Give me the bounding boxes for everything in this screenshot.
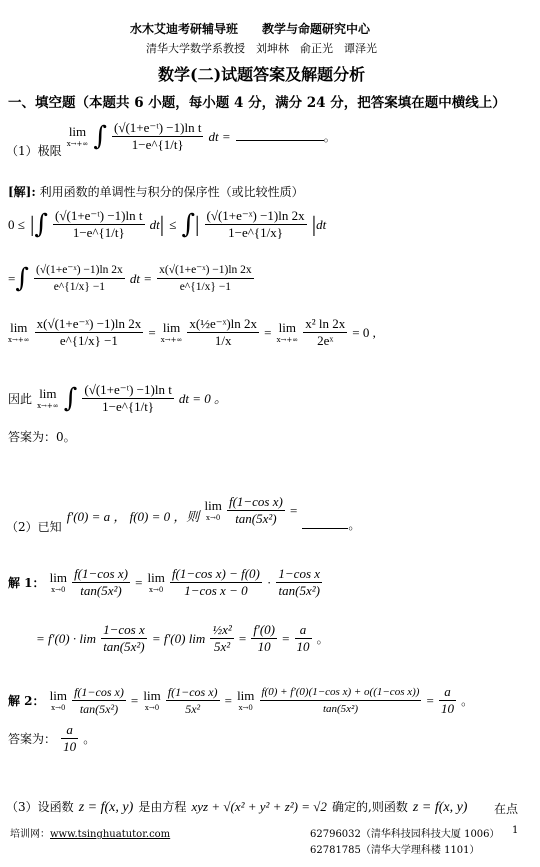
- sol1-hint-line: [8, 183, 304, 200]
- q1-lim: lim x→+∞: [66, 123, 89, 148]
- sol1-hint: 利用函数的单调性与积分的保序性（或比较性质）: [39, 185, 304, 199]
- sol1-therefore: 因此 lim x→+∞ ∫ $\frac{\text{(√(1+e⁻ᵗ) −1)ln t}}{1-e\^{}\{1/t\}}$ dt = 0 。: [8, 382, 228, 414]
- sol2-line1: 解 1： lim x→0 $\frac{\text{f(1−cos x)}}{\text{tan(5x²)}}$ = lim x→0 $\frac{\text{f(1−cos x) − f(0)}}{\text{1−cos x − 0}}$ · $\frac{\text{1−cos x}}{\text{tan(5x²)}}$: [8, 566, 321, 598]
- sol1-l2-frac-a: $\frac{\text{(√(1+e⁻ˣ) −1)ln 2x}}{e\^{}\{1/x\} -1}$: [35, 264, 123, 293]
- footer-site-link[interactable]: www.tsinghuatutor.com: [50, 829, 171, 840]
- footer-phone2: 62781785（清华大学理科楼 1101）: [310, 845, 480, 856]
- q1-end: 。: [323, 130, 336, 144]
- q1-fraction: $\frac{\text{(√(1+e⁻ᵗ) −1)ln t}}{1-e\^{}\{1/t\}}$: [113, 120, 202, 152]
- sol1-line2: =∫ $\frac{\text{(√(1+e⁻ˣ) −1)ln 2x}}{e\^{}\{1/x\} -1}$ dt = $\frac{\text{x(√(1+e⁻ˣ) −1)ln 2x}}{e\^{}\{1/x\} -1}$: [8, 263, 252, 294]
- sol1-l2-frac-b: $\frac{\text{x(√(1+e⁻ˣ) −1)ln 2x}}{e\^{}\{1/x\} -1}$: [159, 264, 252, 293]
- integral-icon: ∫: [34, 209, 48, 240]
- sol1-l3-frac-c: $\frac{\text{x² ln 2x}}{\text{2eˣ}}$: [305, 316, 346, 348]
- sol2-line3: 解 2： lim x→0 $\frac{\text{f(1−cos x)}}{\text{tan(5x²)}}$ = lim x→0 $\frac{\text{f(1−cos x)}}{\text{5x²}}$ = lim x→0 $\frac{\text{f(0) + f′(0)(1−cos x) + o((1−cos x))}}{\text{tan(5x²)}}$ = $\frac{a}{10}$ 。: [8, 684, 474, 716]
- header-line1: 水木艾迪考研辅导班 教学与命题研究中心: [130, 22, 371, 36]
- sol1-l3-frac-b: $\frac{\text{x(½e⁻ˣ)ln 2x}}{1/x}$: [189, 316, 258, 348]
- integral-icon: ∫: [15, 263, 29, 294]
- sol2-label1: 解 1：: [8, 576, 45, 590]
- question-3: （3）设函数 z = f(x, y) 是由方程 xyz + √(x² + y² + z²) = √2 确定的,则函数 z = f(x, y): [6, 799, 468, 815]
- section-heading: 一、填空题（本题共 6 小题，每小题 4 分，满分 24 分，把答案填在题中横线上）: [8, 95, 506, 111]
- q2-fraction: $\frac{\text{f(1−cos x)}}{\text{tan(5x²)}}$: [228, 494, 283, 526]
- sol1-answer: 答案为：0。: [8, 430, 76, 444]
- footer-site: [10, 825, 170, 840]
- integral-icon: ∫: [63, 383, 78, 414]
- sol1-line3: lim x→+∞ $\frac{\text{x(√(1+e⁻ˣ) −1)ln 2x}}{e\^{}\{1/x\} -1}$ = lim x→+∞ $\frac{\text{x(½e⁻ˣ)ln 2x}}{1/x}$ = lim x→+∞ $\frac{\text{x² ln 2x}}{\text{2eˣ}}$ = 0 ,: [8, 316, 376, 348]
- q3-equation: xyz + √(x² + y² + z²) = √2: [191, 799, 327, 814]
- integral-icon: ∫: [93, 121, 107, 152]
- sol1-l1-frac-b: $\frac{\text{(√(1+e⁻ˣ) −1)ln 2x}}{1-e\^{}\{1/x\}}$: [206, 208, 305, 240]
- page-title: 数学(二)试题答案及解题分析: [158, 65, 366, 84]
- footer-site-label: 培训网：: [10, 829, 50, 840]
- q1-prefix: （1）极限: [6, 144, 62, 158]
- sol1-l1-prefix: 0 ≤: [8, 217, 25, 232]
- sol1-l1-frac-a: $\frac{\text{(√(1+e⁻ᵗ) −1)ln t}}{1-e\^{}\{1/t\}}$: [55, 208, 143, 240]
- header-line2: 清华大学数学系教授 刘坤林 俞正光 谭泽光: [146, 42, 377, 55]
- page-number: 1: [512, 825, 519, 836]
- q3-func: z = f(x, y): [78, 800, 134, 815]
- q1-answer-blank: [236, 140, 324, 141]
- q2-given: f′(0) = a ， f(0) = 0 ，则: [66, 509, 200, 524]
- sol2-answer: 答案为： $\frac{a}{10}$ 。: [8, 722, 96, 754]
- integral-icon: ∫: [181, 209, 195, 240]
- question-1: [6, 120, 336, 158]
- q2-prefix: （2）已知: [6, 520, 62, 534]
- q2-answer-blank: [302, 528, 348, 529]
- sol2-line2: = f′(0) · lim $\frac{\text{1−cos x}}{\text{tan(5x²)}}$ = f′(0) lim $\frac{\text{½x²}}{\text{5x²}}$ = $\frac{f'(0)}{10}$ = $\frac{a}{10}$ 。: [36, 622, 329, 654]
- q3-end: 在点: [494, 802, 519, 816]
- sol1-label: [解]:: [8, 185, 36, 199]
- question-2: $_{(2)已知}$ f′(0) = a ， f(0) = 0 ，则 lim x→0 $\frac{\text{f(1−cos x)}}{\text{tan(5x²)}}$ = $_。$: [6, 494, 361, 534]
- q3-prefix: （3）设函数: [6, 800, 74, 814]
- sol1-line1: 0 ≤ |∫ $\frac{\text{(√(1+e⁻ᵗ) −1)ln t}}{1-e\^{}\{1/t\}}$ dt| ≤ ∫| $\frac{\text{(√(1+e⁻ˣ) −1)ln 2x}}{1-e\^{}\{1/x\}}$ |dt: [8, 208, 327, 240]
- sol1-l3-frac-a: $\frac{\text{x(√(1+e⁻ˣ) −1)ln 2x}}{e\^{}\{1/x\} -1}$: [36, 316, 142, 348]
- footer-phone1: 62796032（清华科技园科技大厦 1006）: [310, 829, 500, 840]
- q1-dt: dt =: [208, 129, 231, 144]
- sol2-label2: 解 2：: [8, 694, 45, 708]
- sol1-l3-end: = 0 ,: [352, 325, 376, 340]
